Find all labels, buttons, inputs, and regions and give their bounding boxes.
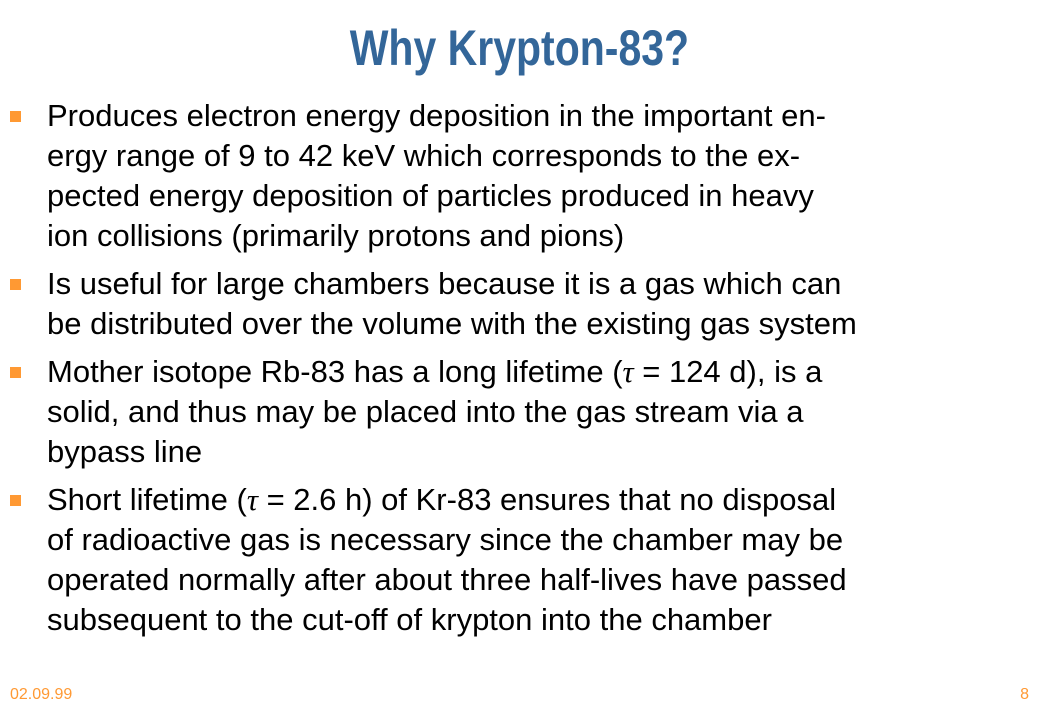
page-number: 8 [1020,686,1029,703]
footer-date: 02.09.99 [10,686,73,703]
bullet-line: Produces electron energy deposition in the important en- [47,98,826,133]
bullet-square-icon [10,279,21,290]
bullet-line: be distributed over the volume with the existing gas system [47,306,857,341]
bullet-line: of radioactive gas is necessary since the chamber may be [47,522,844,557]
bullet-item [0,96,1039,256]
bullet-line: operated normally after about three half-lives have passed [47,562,847,597]
bullet-text: = 2.6 h) of Kr-83 ensures that no disposal [257,482,837,517]
bullet-line: pected energy deposition of particles produced in heavy [47,178,814,213]
bullet-text: = 124 d), is a [633,354,823,389]
bullet-line [47,352,1029,392]
bullet-square-icon [10,111,21,122]
bullet-list [0,96,1039,648]
bullet-line: solid, and thus may be placed into the gas stream via a [47,394,804,429]
bullet-line: subsequent to the cut-off of krypton into the chamber [47,602,772,637]
slide-title: Why Krypton-83? [349,20,690,76]
tau-symbol: τ [246,482,258,517]
bullet-square-icon [10,367,21,378]
bullet-line [47,480,1029,520]
tau-symbol: τ [622,354,634,389]
bullet-line: bypass line [47,434,203,469]
bullet-item [0,264,1039,344]
bullet-square-icon [10,495,21,506]
bullet-line: ion collisions (primarily protons and pions) [47,218,625,253]
bullet-item [0,480,1039,640]
bullet-item [0,352,1039,472]
bullet-text: Mother isotope Rb-83 has a long lifetime ( [47,354,623,389]
bullet-line: ergy range of 9 to 42 keV which corresponds to the ex- [47,138,801,173]
bullet-line: Is useful for large chambers because it is a gas which can [47,266,842,301]
bullet-text: Short lifetime ( [47,482,247,517]
